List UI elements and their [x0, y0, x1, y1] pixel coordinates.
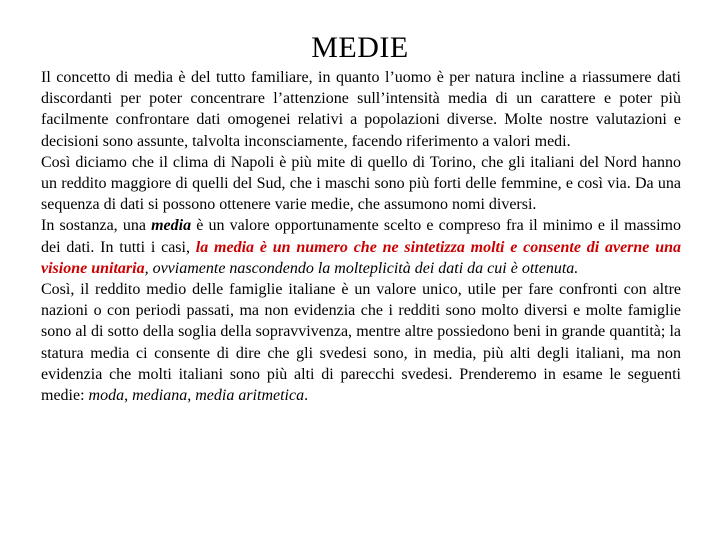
- conclusion-text: Così, il reddito medio delle famiglie italiane è un valore unico, utile per fare confronti con altre nazioni o con periodi passati, ma non evidenzia che i redditi sono molto diversi e molte famiglie sono al di sotto della soglia della sopravvivenza, mentre altre possiedono beni in grande quantità; la statura media ci consente di dire che gli svedesi sono, in media, più alti degli italiani, ma non evidenzia che molti italiani sono più alti di parecchi svedesi. Prenderemo in esame le seguenti medie:: [41, 281, 681, 405]
- term-moda: moda: [88, 387, 125, 405]
- definition-text-middle: è un valore opportunamente scelto e compreso fra il minimo e il massimo dei dati. In tutti i casi,: [41, 217, 681, 256]
- definition-text-after: , ovviamente nascondendo la molteplicità dei dati da cui è ottenuta.: [144, 259, 579, 277]
- separator-2: ,: [187, 387, 196, 405]
- paragraph-conclusion: [41, 279, 681, 406]
- slide-title: MEDIE: [311, 31, 409, 64]
- slide-body: [41, 67, 681, 406]
- paragraph-examples: Così diciamo che il clima di Napoli è più mite di quello di Torino, che gli italiani del Nord hanno un reddito maggiore di quelli del Sud, che i maschi sono più forti delle femmine, e così via. Da una sequenza di dati si possono ottenere varie medie, che assumono nomi diversi.: [41, 153, 681, 214]
- paragraph-definition: [41, 215, 681, 279]
- definition-text-before: In sostanza, una: [41, 217, 152, 235]
- conclusion-end: .: [304, 387, 309, 405]
- term-media: media: [151, 217, 192, 235]
- separator-1: ,: [124, 387, 133, 405]
- paragraph-intro: Il concetto di media è del tutto familiare, in quanto l’uomo è per natura incline a riassumere dati discordanti per poter concentrare l’attenzione sull’intensità media di un carattere e poter più facilmente confrontare dati omogenei relativi a popolazioni diverse. Molte nostre valutazioni e decisioni sono assunte, talvolta inconsciamente, facendo riferimento a valori medi.: [41, 69, 681, 150]
- term-mediana: mediana: [132, 387, 188, 405]
- term-media-aritmetica: media aritmetica: [195, 387, 305, 405]
- highlighted-definition: la media è un numero che ne sintetizza molti e consente di averne una visione unitaria: [41, 238, 682, 277]
